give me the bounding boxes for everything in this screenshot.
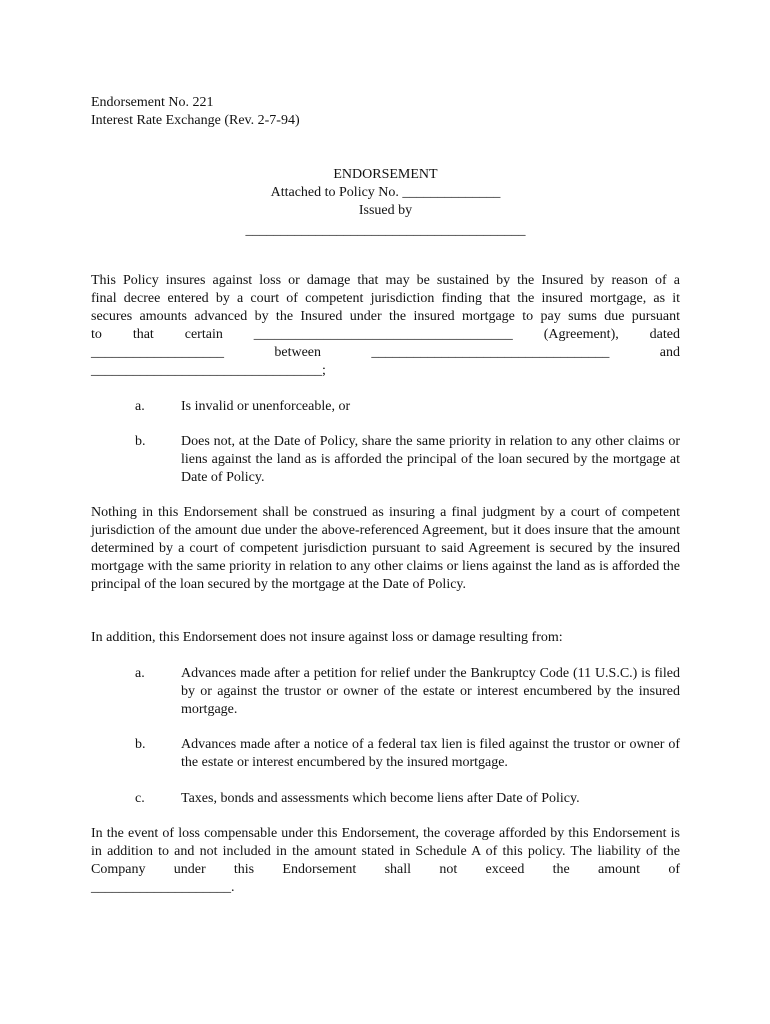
nothing-clause-paragraph: Nothing in this Endorsement shall be construed as insuring a final judgment by a court of competent jurisdiction of the amount due under the above-referenced Agreement, but it does insure that the amount determined by a court of competent jurisdiction pursuant to said Agreement is secured by the insured mortgage with the same priority in relation to any other claims or liens against the land as is afforded the principal of the loan secured by the mortgage at the Date of Policy.	[91, 505, 680, 592]
list-item-text: Advances made after a petition for relief under the Bankruptcy Code (11 U.S.C.) is filed by or against the trustor or owner of the estate or interest encumbered by the insured mortgage.	[181, 666, 680, 717]
issued-by-label: Issued by	[358, 203, 413, 218]
policy-number-line: Attached to Policy No. ______________	[270, 185, 501, 200]
form-name: Interest Rate Exchange (Rev. 2-7-94)	[91, 113, 300, 128]
liability-paragraph: In the event of loss compensable under this Endorsement, the coverage afforded by this Endorsement is in addition to and not included in the amount stated in Schedule A of this policy. The liability of the Company under this Endorsement shall not exceed the amount of	[91, 826, 680, 877]
intro-line-6: _________________________________;	[91, 363, 326, 378]
issuer-blank-line: ________________________________________	[245, 223, 526, 238]
list-marker: b.	[135, 434, 146, 449]
liability-amount-blank: ____________________.	[91, 880, 235, 895]
list-item-text: Advances made after a notice of a federal tax lien is filed against the trustor or owner of the estate or interest encumbered by the insured mortgage.	[181, 737, 680, 770]
exclusions-intro-paragraph: In addition, this Endorsement does not insure against loss or damage resulting from:	[91, 630, 563, 645]
intro-line-5: ___________________ between __________________________________ and	[91, 345, 680, 360]
intro-line-4: to that certain _____________________________________ (Agreement), dated	[91, 327, 680, 342]
list-item-text: Taxes, bonds and assessments which become liens after Date of Policy.	[181, 791, 580, 806]
intro-line-1: This Policy insures against loss or damage that may be sustained by the Insured by reason of a	[91, 273, 680, 288]
document-heading: ENDORSEMENT	[333, 167, 438, 182]
intro-line-3: secures amounts advanced by the Insured under the insured mortgage to pay sums due pursuant	[91, 309, 680, 324]
endorsement-number: Endorsement No. 221	[91, 95, 214, 110]
intro-line-2: final decree entered by a court of competent jurisdiction finding that the insured mortgage, as it	[91, 291, 680, 306]
list-marker: b.	[135, 737, 146, 752]
list-marker: a.	[135, 399, 145, 414]
list-item-text: Does not, at the Date of Policy, share the same priority in relation to any other claims or liens against the land as is afforded the principal of the loan secured by the mortgage at Date of Policy.	[181, 434, 680, 485]
list-item-text: Is invalid or unenforceable, or	[181, 399, 351, 414]
list-marker: c.	[135, 791, 145, 806]
list-marker: a.	[135, 666, 145, 681]
